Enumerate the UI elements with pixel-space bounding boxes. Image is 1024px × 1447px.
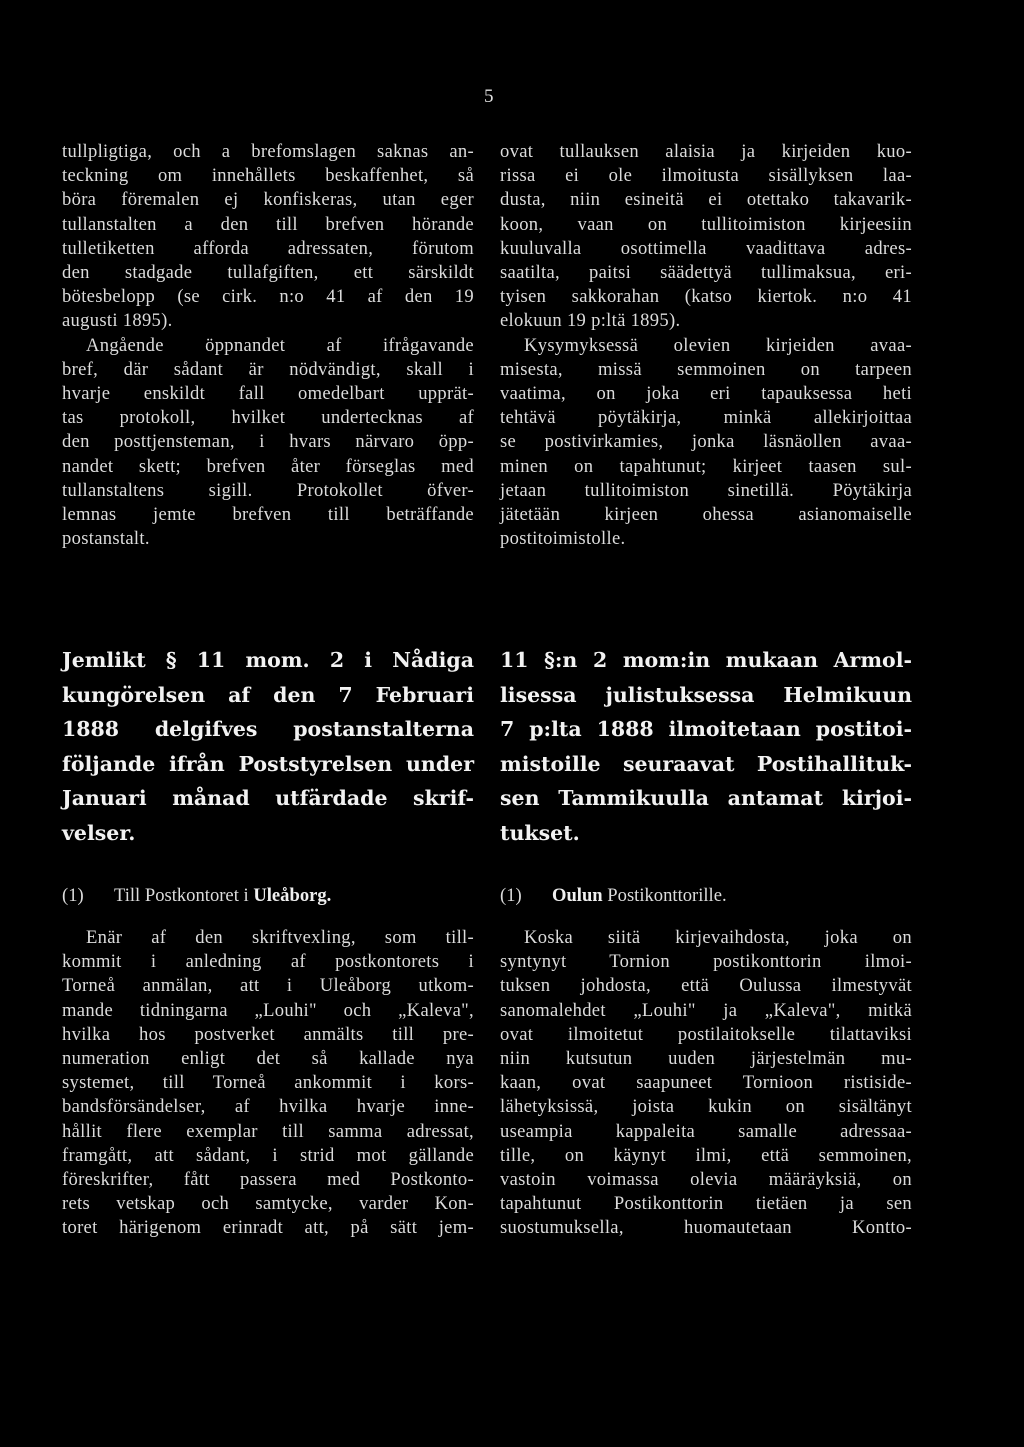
text-line: vastoin voimassa olevia määräyksiä, on — [500, 1169, 912, 1191]
letter-number: (1) — [500, 885, 522, 906]
text-line: niin kutsutun uuden järjestelmän mu- — [500, 1048, 912, 1070]
text-line: den stadgade tullafgiften, ett särskildt — [62, 262, 474, 284]
text-line: se postivirkamies, jonka läsnäollen avaa- — [500, 431, 912, 453]
text-line: elokuun 19 p:ltä 1895). — [500, 310, 681, 332]
finnish-continued-paragraph — [500, 140, 912, 551]
text-line: lemnas jemte brefven till beträffande — [62, 504, 474, 526]
text-line: nandet skett; brefven åter förseglas med — [62, 455, 474, 477]
text-line: bötesbelopp (se cirk. n:o 41 af den 19 — [62, 286, 474, 308]
text-line: tyisen sakkorahan (katso kiertok. n:o 41 — [500, 286, 912, 308]
text-line: Januari månad utfärdade skrif- — [62, 786, 474, 810]
finnish-announcement-text — [500, 643, 912, 850]
text-line: vaatima, on joka eri tapauksessa heti — [500, 383, 912, 405]
swedish-body-column — [62, 140, 474, 551]
text-line: lisessa julistuksessa Helmikuun — [500, 682, 912, 707]
text-line: kungörelsen af den 7 Februari — [62, 682, 474, 707]
text-line: hvarje enskildt fall omedelbart upprät- — [62, 383, 474, 405]
text-line: augusti 1895). — [62, 310, 173, 332]
text-line: jätetään kirjeen ohessa asianomaiselle — [500, 504, 912, 526]
swedish-announcement-text — [62, 643, 474, 850]
text-line: tuksen johdosta, että Oulussa ilmestyvät — [500, 975, 912, 997]
text-line: Koska siitä kirjevaihdosta, joka on — [524, 927, 912, 948]
text-line: tapahtunut Postikonttorin tietäen ja sen — [500, 1193, 912, 1215]
text-line: ovat ilmoitetut postilaitokselle tilattaviksi — [500, 1023, 912, 1045]
letter-recipient-place: Uleåborg. — [253, 885, 332, 906]
text-line: koon, vaan on tullitoimiston kirjeesiin — [500, 213, 912, 235]
text-line: hållit flere exemplar till samma adressat, — [62, 1120, 474, 1142]
finnish-letter-paragraph — [500, 926, 912, 1241]
text-line: syntynyt Tornion postikonttorin ilmoi- — [500, 951, 912, 973]
text-line: den posttjensteman, i hvars närvaro öpp- — [62, 431, 474, 453]
text-line: misesta, missä semmoinen on tarpeen — [500, 358, 912, 380]
text-line: kommit i anledning af postkontorets i — [62, 951, 474, 973]
text-line: tas protokoll, hvilket undertecknas af — [62, 407, 474, 429]
text-line: systemet, till Torneå ankommit i kors- — [62, 1072, 474, 1094]
text-line: hvilka hos postverket anmälts till pre- — [62, 1023, 474, 1045]
text-line: Jemlikt § 11 mom. 2 i Nådiga — [62, 648, 474, 672]
letter-recipient: Postikonttorille. — [602, 885, 727, 906]
text-line: numeration enligt det så kallade nya — [62, 1048, 474, 1070]
letter-recipient: Till Postkontoret i — [114, 885, 254, 906]
letter-recipient-place: Oulun — [552, 885, 603, 906]
letter-number: (1) — [62, 885, 84, 906]
text-line: böra föremalen ej konfiskeras, utan eger — [62, 189, 474, 211]
text-line: toret härigenom erinradt att, på sätt jem- — [62, 1217, 474, 1239]
finnish-body-column — [500, 140, 912, 551]
text-line: Angående öppnandet af ifrågavande — [86, 334, 474, 356]
text-line: tehtävä pöytäkirja, minkä allekirjoittaa — [500, 407, 912, 429]
text-line: tulletiketten afforda adressaten, förutom — [62, 237, 474, 259]
text-line: rets vetskap och samtycke, varder Kon- — [62, 1193, 474, 1215]
text-line: dusta, niin esineitä ei otettako takavarik- — [500, 189, 912, 211]
finnish-letter-body — [500, 926, 912, 1241]
finnish-letter-heading — [500, 884, 912, 908]
swedish-continued-paragraph — [62, 140, 474, 551]
text-line: framgått, att sådant, i strid mot gällande — [62, 1144, 474, 1166]
text-line: tullanstalten a den till brefven hörande — [62, 213, 474, 235]
text-line: lähetyksissä, joista kukin on sisältänyt — [500, 1096, 912, 1118]
swedish-letter-heading — [62, 884, 474, 908]
text-line: mande tidningarna „Louhi" och „Kaleva", — [62, 999, 474, 1021]
text-line: 1888 delgifves postanstalterna — [62, 717, 474, 741]
text-line: rissa ei ole ilmoitusta sisällyksen laa- — [500, 165, 912, 187]
text-line: ovat tullauksen alaisia ja kirjeiden kuo- — [500, 141, 912, 162]
text-line: tukset. — [500, 820, 580, 845]
swedish-announcement — [62, 643, 474, 850]
text-line: teckning om innehållets beskaffenhet, så — [62, 165, 474, 187]
text-line: postanstalt. — [62, 528, 150, 550]
text-line: 7 p:lta 1888 ilmoitetaan postitoi- — [500, 717, 912, 741]
text-line: bandsförsändelser, af hvilka hvarje inne- — [62, 1096, 474, 1118]
text-line: föreskrifter, fått passera med Postkonto- — [62, 1169, 474, 1191]
text-line: sen Tammikuulla antamat kirjoi- — [500, 786, 912, 810]
text-line: tullpligtiga, och a brefomslagen saknas an- — [62, 141, 474, 162]
text-line: Torneå anmälan, att i Uleåborg utkom- — [62, 975, 474, 997]
text-line: kaan, ovat saapuneet Tornioon ristiside- — [500, 1072, 912, 1094]
swedish-letter-body — [62, 926, 474, 1241]
text-line: saatilta, paitsi säädettyä tullimaksua, eri- — [500, 262, 912, 284]
text-line: bref, där sådant är nödvändigt, skall i — [62, 358, 474, 380]
text-line: tille, on käynyt ilmi, että semmoinen, — [500, 1144, 912, 1166]
text-line: mistoille seuraavat Postihallituk- — [500, 751, 912, 776]
text-line: kuuluvalla osottimella vaadittava adres- — [500, 237, 912, 259]
swedish-letter-paragraph — [62, 926, 474, 1241]
text-line: postitoimistolle. — [500, 528, 626, 550]
text-line: Enär af den skriftvexling, som till- — [86, 927, 474, 948]
text-line: useampia kappaleita samalle adressaa- — [500, 1120, 912, 1142]
text-line: Kysymyksessä olevien kirjeiden avaa- — [524, 334, 912, 356]
text-line: sanomalehdet „Louhi" ja „Kaleva", mitkä — [500, 999, 912, 1021]
page-number: 5 — [484, 86, 494, 107]
text-line: följande ifrån Poststyrelsen under — [62, 751, 474, 776]
text-line: 11 §:n 2 mom:in mukaan Armol- — [500, 648, 912, 672]
text-line: jetaan tullitoimiston sinetillä. Pöytäkirja — [500, 479, 912, 501]
text-line: minen on tapahtunut; kirjeet taasen sul- — [500, 455, 912, 477]
text-line: velser. — [62, 820, 136, 845]
text-line: suostumuksella, huomautetaan Kontto- — [500, 1217, 912, 1239]
text-line: tullanstaltens sigill. Protokollet öfver- — [62, 479, 474, 501]
finnish-announcement — [500, 643, 912, 850]
